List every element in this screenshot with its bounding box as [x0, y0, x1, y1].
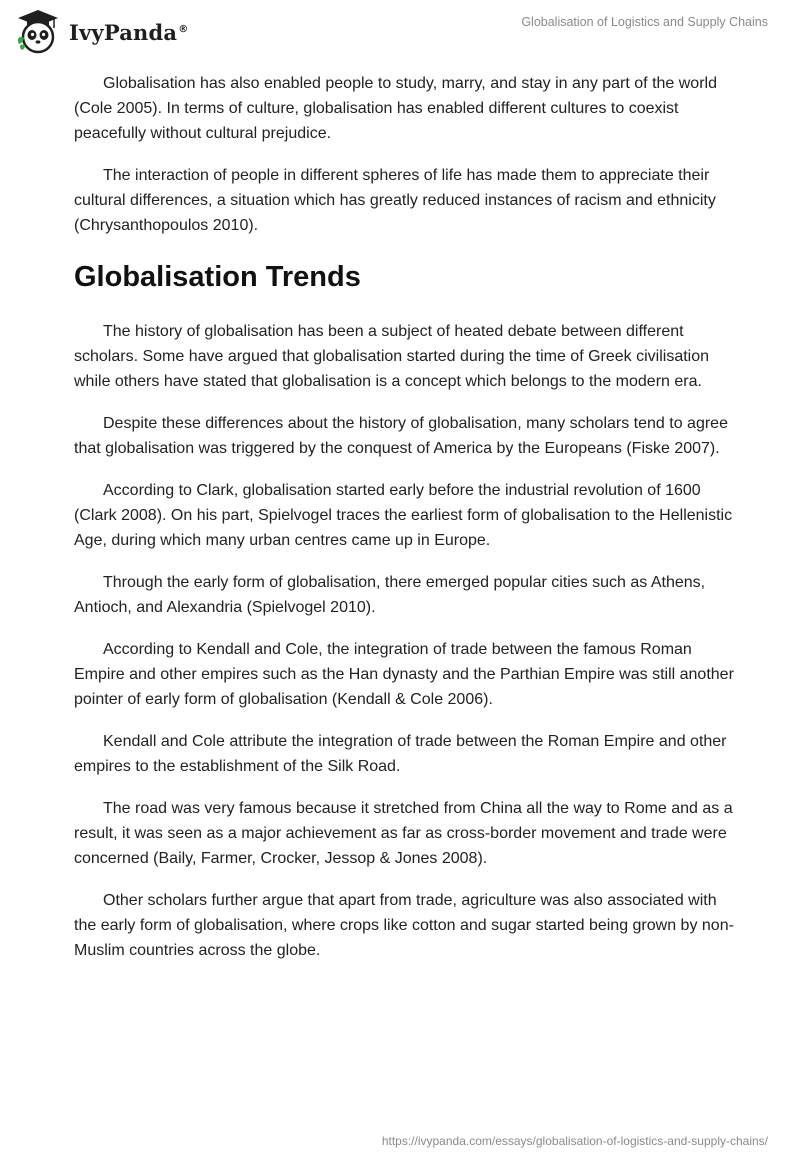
section-paragraph-1: The history of globalisation has been a subject of heated debate between different scholars. Some have argued that globalisation started during the time of Greek civilisation while others have stated that globalisation is a concept which belongs to the modern era. — [74, 323, 710, 390]
section-heading: Globalisation Trends — [74, 261, 361, 293]
panda-logo-icon — [14, 8, 62, 56]
section-paragraph-4: Through the early form of globalisation, there emerged popular cities such as Athens, Antioch, and Alexandria (Spielvogel 2010). — [74, 574, 706, 616]
section-paragraph-5: According to Kendall and Cole, the integration of trade between the famous Roman Empire and other empires such as the Han dynasty and the Parthian Empire was still another pointer of early form of globalisation (Kendall & Cole 2006). — [74, 641, 734, 708]
source-url[interactable]: https://ivypanda.com/essays/globalisation-of-logistics-and-supply-chains/ — [381, 1134, 768, 1148]
brand-name: IvyPanda® — [69, 19, 189, 45]
section-paragraph-7: The road was very famous because it stretched from China all the way to Rome and as a result, it was seen as a major achievement as far as cross-border movement and trade were concerned (Baily, Farmer, Crocker, Jessop & Jones 2008). — [74, 800, 733, 867]
registered-mark: ® — [178, 23, 189, 35]
essay-content — [74, 71, 734, 980]
intro-paragraph-2: The interaction of people in different spheres of life has made them to appreciate their cultural differences, a situation which has greatly reduced instances of racism and ethnicity (Chrysanthopoulos 2010). — [74, 167, 716, 234]
section-paragraph-3: According to Clark, globalisation started early before the industrial revolution of 1600 (Clark 2008). On his part, Spielvogel traces the earliest form of globalisation to the Hellenistic Age, during which many urban centres came up in Europe. — [74, 482, 733, 549]
document-title: Globalisation of Logistics and Supply Chains — [521, 15, 768, 29]
section-paragraph-6: Kendall and Cole attribute the integration of trade between the Roman Empire and other empires to the establishment of the Silk Road. — [74, 733, 727, 775]
ivypanda-logo[interactable] — [14, 8, 188, 56]
section-paragraph-2: Despite these differences about the history of globalisation, many scholars tend to agree that globalisation was triggered by the conquest of America by the Europeans (Fiske 2007). — [74, 415, 728, 457]
section-paragraph-8: Other scholars further argue that apart from trade, agriculture was also associated with the early form of globalisation, where crops like cotton and sugar started being grown by non-Muslim countries across the globe. — [74, 892, 734, 959]
intro-paragraph-1: Globalisation has also enabled people to study, marry, and stay in any part of the world (Cole 2005). In terms of culture, globalisation has enabled different cultures to coexist peacefully without cultural prejudice. — [74, 75, 717, 142]
page-header — [0, 0, 800, 60]
